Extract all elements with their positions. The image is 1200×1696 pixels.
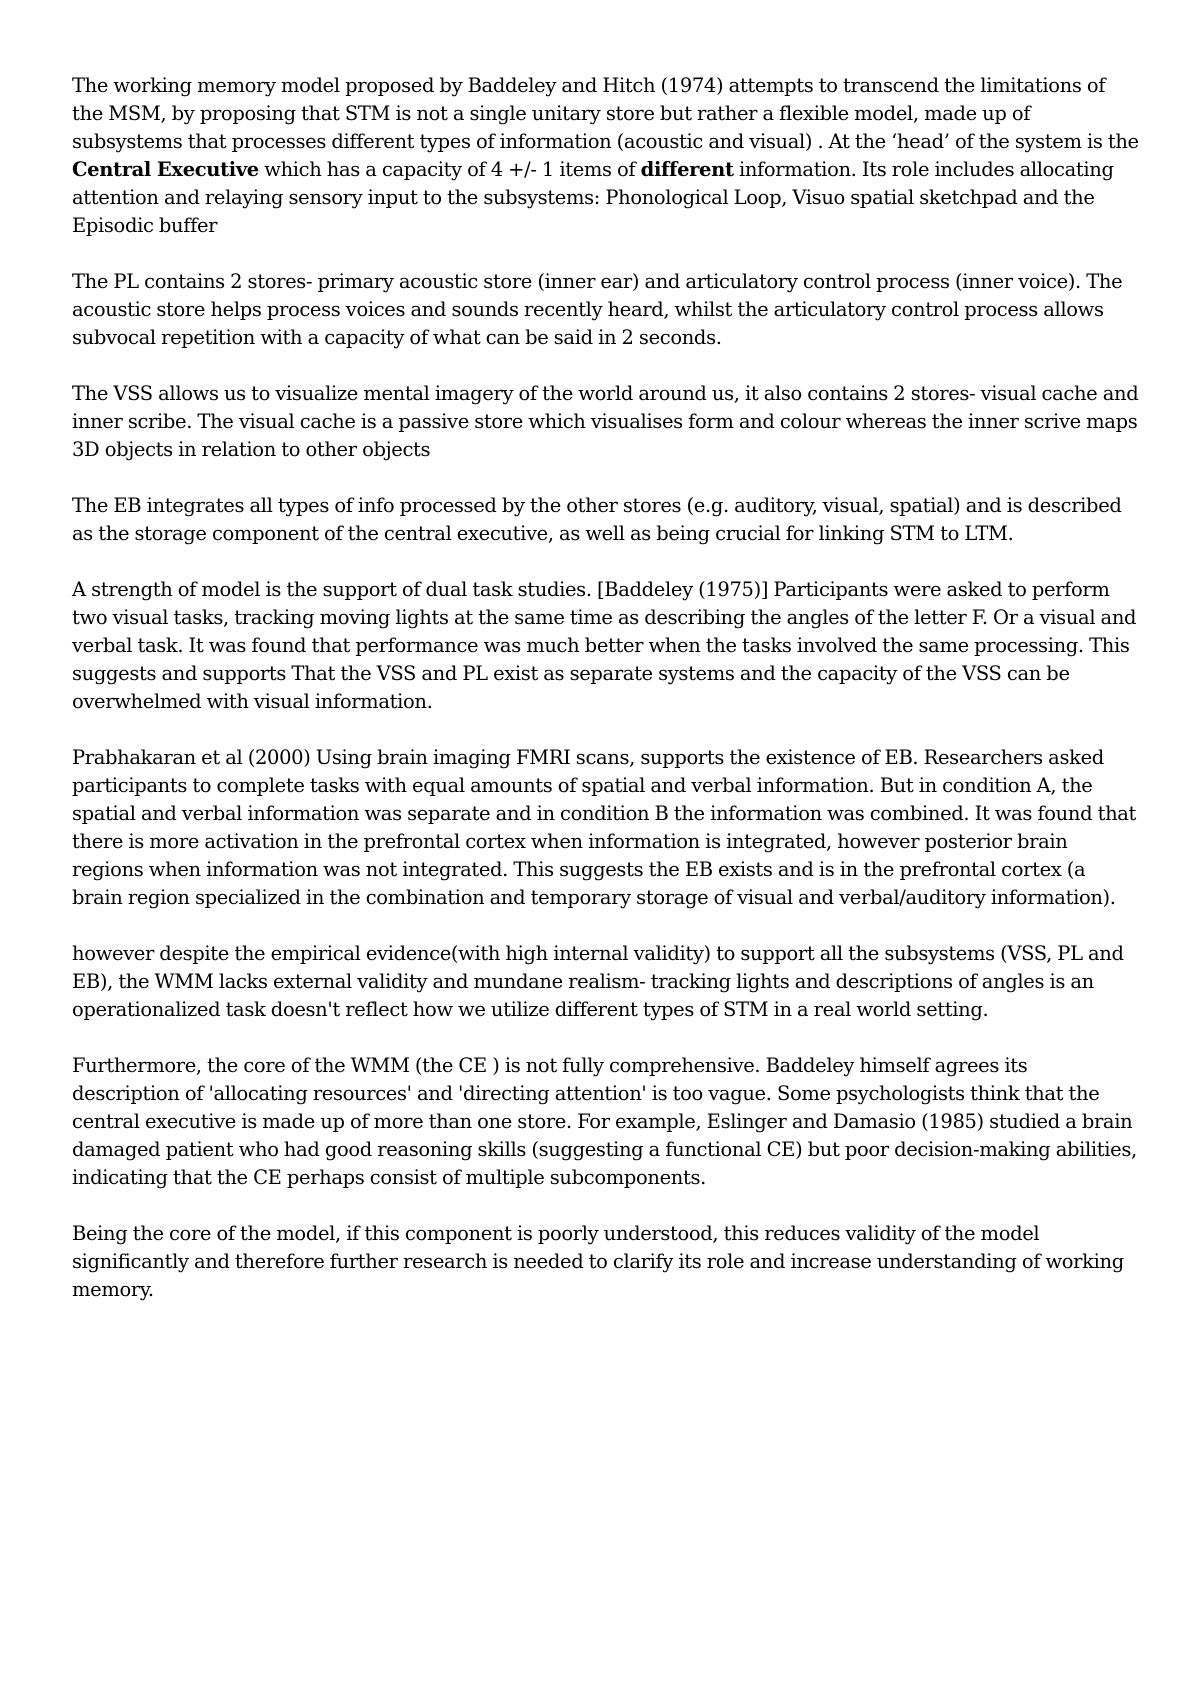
paragraph-9: [72, 1220, 1140, 1304]
text-run: however despite the empirical evidence(with high internal validity) to support all the subsystems (VSS, PL and EB), the WMM lacks external validity and mundane realism- tracking lights and descriptions of angles is an operationalized task doesn't reflect how we utilize different types of STM in a real world setting.: [72, 942, 1124, 1021]
text-run: The working memory model proposed by Baddeley and Hitch (1974) attempts to transcend the limitations of the MSM, by proposing that STM is not a single unitary store but rather a flexible model, made up of subsystems that processes different types of information (acoustic and visual) . At the ‘head’ of the system is the: [72, 74, 1139, 153]
paragraph-8: [72, 1052, 1140, 1192]
bold-term-central-executive: Central Executive: [72, 158, 259, 181]
text-run: information. Its role includes allocating attention and relaying sensory input to the subsystems: Phonological Loop, Visuo spatial sketchpad and the Episodic buffer: [72, 158, 1114, 237]
text-run: The PL contains 2 stores- primary acoustic store (inner ear) and articulatory control process (inner voice). The acoustic store helps process voices and sounds recently heard, whilst the articulatory control process allows subvocal repetition with a capacity of what can be said in 2 seconds.: [72, 270, 1123, 349]
text-run: which has a capacity of 4 +/- 1 items of: [258, 158, 641, 181]
text-run: The EB integrates all types of info processed by the other stores (e.g. auditory, visual, spatial) and is described as the storage component of the central executive, as well as being crucial for linking STM to LTM.: [72, 494, 1122, 545]
paragraph-1: [72, 72, 1140, 240]
text-run: Furthermore, the core of the WMM (the CE ) is not fully comprehensive. Baddeley himself agrees its description of 'allocating resources' and 'directing attention' is too vague. Some psychologists think that the central executive is made up of more than one store. For example, Eslinger and Damasio (1985) studied a brain damaged patient who had good reasoning skills (suggesting a functional CE) but poor decision-making abilities, indicating that the CE perhaps consist of multiple subcomponents.: [72, 1054, 1137, 1189]
paragraph-5: [72, 576, 1140, 716]
text-run: The VSS allows us to visualize mental imagery of the world around us, it also contains 2 stores- visual cache and inner scribe. The visual cache is a passive store which visualises form and colour whereas the inner scrive maps 3D objects in relation to other objects: [72, 382, 1139, 461]
paragraph-3: [72, 380, 1140, 464]
paragraph-7: [72, 940, 1140, 1024]
document-page: [72, 72, 1140, 1332]
paragraph-2: [72, 268, 1140, 352]
paragraph-4: [72, 492, 1140, 548]
text-run: Prabhakaran et al (2000) Using brain imaging FMRI scans, supports the existence of EB. Researchers asked participants to complete tasks with equal amounts of spatial and verbal information. But in condition A, the spatial and verbal information was separate and in condition B the information was combined. It was found that there is more activation in the prefrontal cortex when information is integrated, however posterior brain regions when information was not integrated. This suggests the EB exists and is in the prefrontal cortex (a brain region specialized in the combination and temporary storage of visual and verbal/auditory information).: [72, 746, 1137, 909]
text-run: Being the core of the model, if this component is poorly understood, this reduces validity of the model significantly and therefore further research is needed to clarify its role and increase understanding of working memory.: [72, 1222, 1124, 1301]
bold-term-different: different: [640, 158, 734, 181]
paragraph-6: [72, 744, 1140, 912]
text-run: A strength of model is the support of dual task studies. [Baddeley (1975)] Participants were asked to perform two visual tasks, tracking moving lights at the same time as describing the angles of the letter F. Or a visual and verbal task. It was found that performance was much better when the tasks involved the same processing. This suggests and supports That the VSS and PL exist as separate systems and the capacity of the VSS can be overwhelmed with visual information.: [72, 578, 1137, 713]
